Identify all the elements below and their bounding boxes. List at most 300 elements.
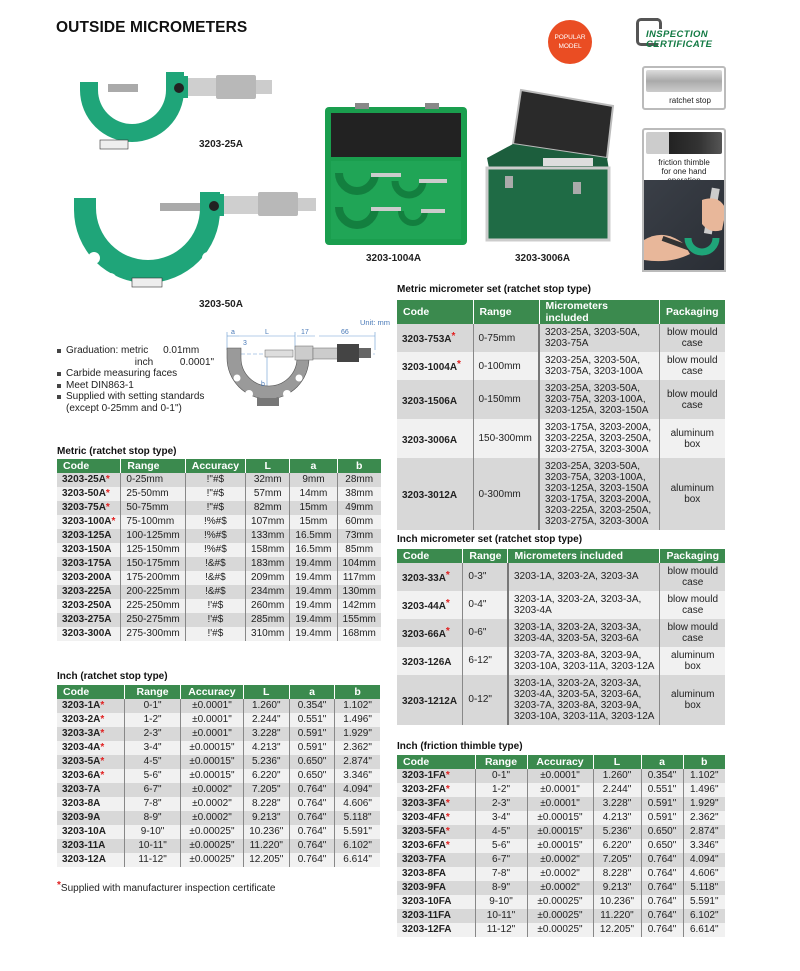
included-line: 3203-75A, 3203-100A, — [545, 472, 646, 483]
cell-code — [57, 627, 121, 641]
cell-L: 6.220" — [243, 769, 289, 783]
table-row — [57, 727, 380, 741]
cell-accuracy: ±0.00015" — [527, 825, 593, 839]
cell-range: 0-1" — [124, 699, 180, 713]
packaging-line: aluminum — [671, 649, 715, 661]
included-line: 3203-175A, 3203-200A, — [545, 494, 652, 505]
table-row — [57, 741, 380, 755]
product-caption-50a: 3203-50A — [199, 299, 243, 310]
dim-L: L — [265, 329, 269, 336]
inspection-certificate-logo — [636, 18, 736, 50]
table-row — [57, 543, 381, 557]
packaging-line: box — [684, 494, 701, 505]
cell-L: 310mm — [246, 627, 290, 641]
product-code: 3203-8FA — [402, 868, 446, 879]
certificate-star-icon: * — [100, 728, 105, 739]
cell-b: 155mm — [337, 613, 381, 627]
table-row — [57, 627, 381, 641]
inch-set-table-title: Inch micrometer set (ratchet stop type) — [397, 534, 583, 545]
spec-carbide: Carbide measuring faces — [57, 368, 214, 380]
graduation-metric-label: metric — [121, 345, 149, 356]
packaging-line: blow mould — [667, 565, 719, 577]
cell-b: 1.102" — [335, 699, 380, 713]
cell-a: 0.591" — [641, 811, 683, 825]
certificate-star-icon: * — [445, 569, 450, 581]
included-line: 3203-75A, 3203-100A, — [545, 394, 646, 405]
cell-L: 234mm — [246, 585, 290, 599]
cell-a: 19.4mm — [290, 613, 337, 627]
col-a: a — [641, 755, 683, 769]
cell-accuracy: ±0.00015" — [181, 755, 243, 769]
cell-a: 19.4mm — [290, 571, 337, 585]
cell-code — [57, 797, 124, 811]
cell-range: 3-4" — [475, 811, 527, 825]
table-row — [57, 515, 381, 529]
included-line: 3203-25A, 3203-50A, — [545, 383, 641, 394]
product-code: 3203-66A — [402, 628, 446, 640]
cell-L: 11.220" — [593, 909, 641, 923]
table-row — [397, 769, 725, 783]
cell-accuracy: !"#$ — [185, 487, 245, 501]
cell-a: 0.354" — [641, 769, 683, 783]
col-micrometers-included: Micrometers included — [539, 300, 659, 324]
cell-a: 16.5mm — [290, 529, 337, 543]
product-code: 3203-1A — [62, 700, 101, 711]
cell-L: 5.236" — [243, 755, 289, 769]
packaging-line: case — [682, 576, 704, 588]
product-code: 3203-3012A — [402, 490, 458, 501]
dim-b: b — [261, 381, 265, 388]
cell-a: 0.591" — [641, 797, 683, 811]
cell-accuracy: ±0.0001" — [181, 713, 243, 727]
cell-accuracy: ±0.00025" — [527, 895, 593, 909]
product-code: 3203-3006A — [402, 434, 458, 446]
cell-b: 5.591" — [335, 825, 380, 839]
cell-accuracy: !%#$ — [185, 515, 245, 529]
cell-code — [57, 853, 124, 867]
table-row — [397, 923, 725, 937]
col-code: Code — [57, 459, 121, 473]
cell-packaging — [660, 619, 725, 647]
cell-b: 3.346" — [335, 769, 380, 783]
table-row — [397, 797, 725, 811]
packaging-line: blow mould — [667, 593, 719, 605]
packaging-line: blow mould — [666, 355, 718, 366]
col-micrometers-included: Micrometers included — [508, 549, 660, 563]
cell-range: 125-150mm — [121, 543, 185, 557]
cell-a: 0.551" — [289, 713, 334, 727]
cell-accuracy: ±0.0002" — [181, 811, 243, 825]
included-line: 3203-1A, 3203-2A, 3203-3A, — [513, 677, 642, 689]
cell-L: 12.205" — [593, 923, 641, 937]
cell-accuracy: ±0.0002" — [527, 867, 593, 881]
dim-3: 3 — [243, 340, 247, 347]
product-caption-3006a: 3203-3006A — [515, 253, 571, 264]
product-code: 3203-275A — [62, 614, 112, 625]
cell-range: 0-100mm — [473, 352, 539, 380]
cell-a: 16.5mm — [290, 543, 337, 557]
cell-accuracy: ±0.0002" — [181, 797, 243, 811]
cell-accuracy: ±0.00015" — [527, 811, 593, 825]
cell-b: 104mm — [337, 557, 381, 571]
included-line: 3203-125A, 3203-150A — [545, 405, 649, 416]
col-L: L — [243, 685, 289, 699]
cell-a: 0.354" — [289, 699, 334, 713]
table-row — [397, 839, 725, 853]
friction-table-title: Inch (friction thimble type) — [397, 741, 523, 752]
cell-accuracy: ±0.00015" — [181, 769, 243, 783]
table-header-row — [397, 755, 725, 769]
cell-code — [57, 599, 121, 613]
product-code: 3203-150A — [62, 544, 112, 555]
cell-micrometers-included — [539, 324, 659, 352]
cell-packaging — [659, 458, 725, 530]
cell-a: 14mm — [290, 487, 337, 501]
table-row — [57, 599, 381, 613]
included-line: 3203-275A, 3203-300A — [545, 444, 649, 455]
packaging-line: blow mould — [666, 388, 718, 400]
metric-table-title: Metric (ratchet stop type) — [57, 446, 177, 457]
product-code: 3203-2FA — [402, 784, 446, 795]
cell-L: 3.228" — [243, 727, 289, 741]
cell-a: 19.4mm — [290, 557, 337, 571]
table-row — [57, 571, 381, 585]
cell-code — [397, 839, 475, 853]
product-code: 3203-9FA — [402, 882, 446, 893]
certificate-star-icon: * — [445, 625, 450, 637]
graduation-label: Graduation: — [66, 345, 119, 356]
table-row — [397, 825, 725, 839]
included-line: 3203-25A, 3203-50A, — [545, 327, 641, 338]
cell-accuracy: !%#$ — [185, 529, 245, 543]
cell-b: 5.118" — [335, 811, 380, 825]
cell-accuracy: ±0.00025" — [527, 923, 593, 937]
cell-micrometers-included — [539, 380, 659, 419]
table-row — [57, 797, 380, 811]
cell-b: 6.614" — [335, 853, 380, 867]
included-line: 3203-75A — [545, 338, 589, 349]
cell-code — [57, 515, 121, 529]
cell-accuracy: ±0.00025" — [181, 839, 243, 853]
col-b: b — [335, 685, 380, 699]
table-header-row — [397, 549, 725, 563]
cell-range: 0-75mm — [473, 324, 539, 352]
cell-code — [57, 501, 121, 515]
cell-a: 0.551" — [641, 783, 683, 797]
table-row — [57, 755, 380, 769]
cell-L: 7.205" — [243, 783, 289, 797]
cell-code — [397, 853, 475, 867]
cell-code — [397, 419, 473, 458]
cell-accuracy: ±0.0001" — [181, 699, 243, 713]
cell-code — [57, 613, 121, 627]
certificate-star-icon: * — [100, 770, 105, 781]
cell-a: 0.764" — [289, 839, 334, 853]
cell-L: 32mm — [246, 473, 290, 487]
cell-code — [57, 543, 121, 557]
cell-b: 60mm — [337, 515, 381, 529]
product-caption-25a: 3203-25A — [199, 139, 243, 150]
col-L: L — [246, 459, 290, 473]
cell-micrometers-included — [508, 619, 660, 647]
cell-accuracy: ±0.0001" — [527, 797, 593, 811]
graduation-metric-value: 0.01mm — [163, 345, 200, 356]
certificate-star-icon: * — [100, 700, 105, 711]
cell-accuracy: ±0.0001" — [181, 727, 243, 741]
ratchet-stop-image — [646, 70, 722, 92]
cell-code — [397, 563, 463, 591]
metric-spec-table — [57, 459, 381, 641]
page-title: OUTSIDE MICROMETERS — [56, 19, 248, 36]
product-caption-1004a: 3203-1004A — [366, 253, 422, 264]
cell-L: 285mm — [246, 613, 290, 627]
product-code: 3203-126A — [402, 656, 452, 668]
cell-accuracy: !&#$ — [185, 557, 245, 571]
cell-L: 4.213" — [243, 741, 289, 755]
cell-range: 9-10" — [475, 895, 527, 909]
cell-L: 2.244" — [243, 713, 289, 727]
product-code: 3203-225A — [62, 586, 112, 597]
cell-b: 168mm — [337, 627, 381, 641]
cell-code — [397, 619, 463, 647]
packaging-line: case — [681, 338, 703, 349]
cell-b: 73mm — [337, 529, 381, 543]
table-row — [57, 853, 380, 867]
cell-a: 0.764" — [289, 797, 334, 811]
cell-b: 85mm — [337, 543, 381, 557]
certificate-star-icon: * — [100, 714, 105, 725]
included-line: 3203-10A, 3203-11A, 3203-12A — [513, 660, 655, 672]
cell-range: 9-10" — [124, 825, 180, 839]
cell-b: 142mm — [337, 599, 381, 613]
col-packaging: Packaging — [660, 549, 725, 563]
col-a: a — [290, 459, 337, 473]
included-line: 3203-4A — [513, 604, 552, 616]
certificate-star-icon: * — [445, 840, 450, 851]
table-row — [57, 501, 381, 515]
col-range: Range — [463, 549, 508, 563]
cell-b: 3.346" — [683, 839, 725, 853]
cell-range: 0-25mm — [121, 473, 185, 487]
cell-L: 209mm — [246, 571, 290, 585]
cell-packaging — [659, 324, 725, 352]
cell-code — [397, 825, 475, 839]
cell-L: 1.260" — [593, 769, 641, 783]
included-line: 3203-175A, 3203-200A, — [545, 422, 652, 433]
cell-b: 117mm — [337, 571, 381, 585]
col-range: Range — [121, 459, 185, 473]
packaging-line: aluminum — [670, 427, 714, 439]
cell-range: 8-9" — [475, 881, 527, 895]
product-code: 3203-6FA — [402, 840, 446, 851]
spec-bullet-list — [57, 345, 214, 414]
cell-code — [57, 473, 121, 487]
table-row — [397, 324, 725, 352]
col-range: Range — [475, 755, 527, 769]
cell-code — [57, 825, 124, 839]
packaging-line: box — [684, 660, 701, 672]
product-code: 3203-3FA — [402, 798, 446, 809]
col-code: Code — [397, 549, 463, 563]
cell-a: 0.591" — [289, 727, 334, 741]
cell-micrometers-included — [508, 675, 660, 725]
table-row — [397, 352, 725, 380]
included-line: 3203-75A, 3203-100A — [545, 366, 643, 377]
cell-range: 50-75mm — [121, 501, 185, 515]
cell-range: 225-250mm — [121, 599, 185, 613]
cell-a: 0.650" — [641, 839, 683, 853]
cell-accuracy: !"#$ — [185, 501, 245, 515]
cell-code — [57, 713, 124, 727]
cell-L: 10.236" — [593, 895, 641, 909]
product-code: 3203-33A — [402, 572, 446, 584]
product-code: 3203-2A — [62, 714, 101, 725]
certificate-line2: CERTIFICATE — [646, 39, 713, 50]
cell-code — [397, 675, 463, 725]
cell-code — [57, 727, 124, 741]
included-line: 3203-7A, 3203-8A, 3203-9A, — [513, 649, 642, 661]
product-code: 3203-7FA — [402, 854, 446, 865]
cell-code — [397, 923, 475, 937]
cell-a: 0.764" — [289, 853, 334, 867]
cell-accuracy: ±0.00025" — [181, 853, 243, 867]
cell-range: 11-12" — [124, 853, 180, 867]
cell-code — [397, 380, 473, 419]
cell-range: 4-5" — [475, 825, 527, 839]
cell-L: 9.213" — [243, 811, 289, 825]
product-code: 3203-753A — [402, 334, 452, 345]
table-row — [57, 811, 380, 825]
cell-b: 4.094" — [683, 853, 725, 867]
cell-b: 4.606" — [335, 797, 380, 811]
cell-range: 1-2" — [124, 713, 180, 727]
cell-b: 1.496" — [683, 783, 725, 797]
cell-b: 1.929" — [683, 797, 725, 811]
certificate-star-icon: * — [445, 798, 450, 809]
cell-range: 200-225mm — [121, 585, 185, 599]
certificate-star-icon: * — [445, 597, 450, 609]
cell-L: 260mm — [246, 599, 290, 613]
cell-range: 11-12" — [475, 923, 527, 937]
certificate-star-icon: * — [111, 516, 116, 527]
table-row — [397, 909, 725, 923]
product-code: 3203-1004A — [402, 362, 458, 373]
cell-L: 12.205" — [243, 853, 289, 867]
cell-a: 0.650" — [289, 755, 334, 769]
cell-a: 0.650" — [641, 825, 683, 839]
cell-a: 0.591" — [289, 741, 334, 755]
unit-label: Unit: mm — [360, 318, 390, 327]
cell-b: 2.874" — [335, 755, 380, 769]
certificate-star-icon: * — [451, 331, 456, 342]
cell-b: 5.591" — [683, 895, 725, 909]
table-row — [57, 613, 381, 627]
product-code: 3203-5A — [62, 756, 101, 767]
table-row — [57, 473, 381, 487]
cell-micrometers-included — [539, 458, 659, 530]
table-row — [397, 783, 725, 797]
table-row — [397, 853, 725, 867]
cell-accuracy: !"#$ — [185, 473, 245, 487]
cell-code — [397, 352, 473, 380]
product-code: 3203-4A — [62, 742, 101, 753]
table-row — [397, 458, 725, 530]
certificate-line1: INSPECTION — [646, 29, 709, 40]
cell-a: 15mm — [290, 515, 337, 529]
spec-graduation-metric — [57, 345, 214, 357]
cell-code — [397, 324, 473, 352]
inch-table-title: Inch (ratchet stop type) — [57, 671, 168, 682]
included-line: 3203-25A, 3203-50A, — [545, 355, 641, 366]
cell-range: 0-12" — [463, 675, 508, 725]
dim-a: a — [231, 329, 235, 336]
metric-set-table — [397, 300, 725, 530]
table-row — [397, 867, 725, 881]
packaging-line: case — [682, 632, 704, 644]
cell-packaging — [659, 352, 725, 380]
cell-range: 4-5" — [124, 755, 180, 769]
cell-code — [397, 909, 475, 923]
table-row — [57, 529, 381, 543]
cell-code — [397, 769, 475, 783]
cell-a: 19.4mm — [290, 599, 337, 613]
cell-range: 25-50mm — [121, 487, 185, 501]
cell-code — [397, 783, 475, 797]
popular-model-badge — [548, 20, 592, 64]
cell-range: 250-275mm — [121, 613, 185, 627]
cell-packaging — [659, 419, 725, 458]
col-b: b — [337, 459, 381, 473]
packaging-line: aluminum — [671, 688, 715, 700]
cell-L: 3.228" — [593, 797, 641, 811]
cell-a: 15mm — [290, 501, 337, 515]
cell-a: 0.764" — [289, 825, 334, 839]
included-line: 3203-125A, 3203-150A — [545, 483, 649, 494]
cell-code — [57, 783, 124, 797]
product-code: 3203-175A — [62, 558, 112, 569]
popular-badge-line2: MODEL — [558, 43, 582, 50]
packaging-line: case — [681, 399, 703, 411]
cell-b: 2.874" — [683, 825, 725, 839]
cell-range: 0-1" — [475, 769, 527, 783]
cell-L: 9.213" — [593, 881, 641, 895]
product-code: 3203-6A — [62, 770, 101, 781]
friction-label-line2: for one hand — [661, 167, 707, 176]
table-row — [397, 881, 725, 895]
cell-range: 1-2" — [475, 783, 527, 797]
cell-L: 7.205" — [593, 853, 641, 867]
product-code: 3203-1212A — [402, 695, 458, 707]
cell-range: 5-6" — [124, 769, 180, 783]
certificate-star-icon: * — [457, 359, 461, 370]
included-line: 3203-7A, 3203-8A, 3203-9A, — [513, 699, 642, 711]
col-b: b — [683, 755, 725, 769]
cell-packaging — [660, 591, 725, 619]
col-code: Code — [57, 685, 124, 699]
certificate-star-icon: * — [100, 742, 105, 753]
popular-badge-line1: POPULAR — [554, 34, 586, 41]
packaging-line: box — [684, 699, 701, 711]
cell-code — [57, 811, 124, 825]
cell-a: 0.764" — [641, 867, 683, 881]
cell-range: 0-6" — [463, 619, 508, 647]
cell-micrometers-included — [508, 563, 660, 591]
cell-accuracy: ±0.00015" — [527, 839, 593, 853]
cell-range: 8-9" — [124, 811, 180, 825]
inch-set-table — [397, 549, 725, 725]
product-code: 3203-300A — [62, 628, 112, 639]
cell-L: 183mm — [246, 557, 290, 571]
